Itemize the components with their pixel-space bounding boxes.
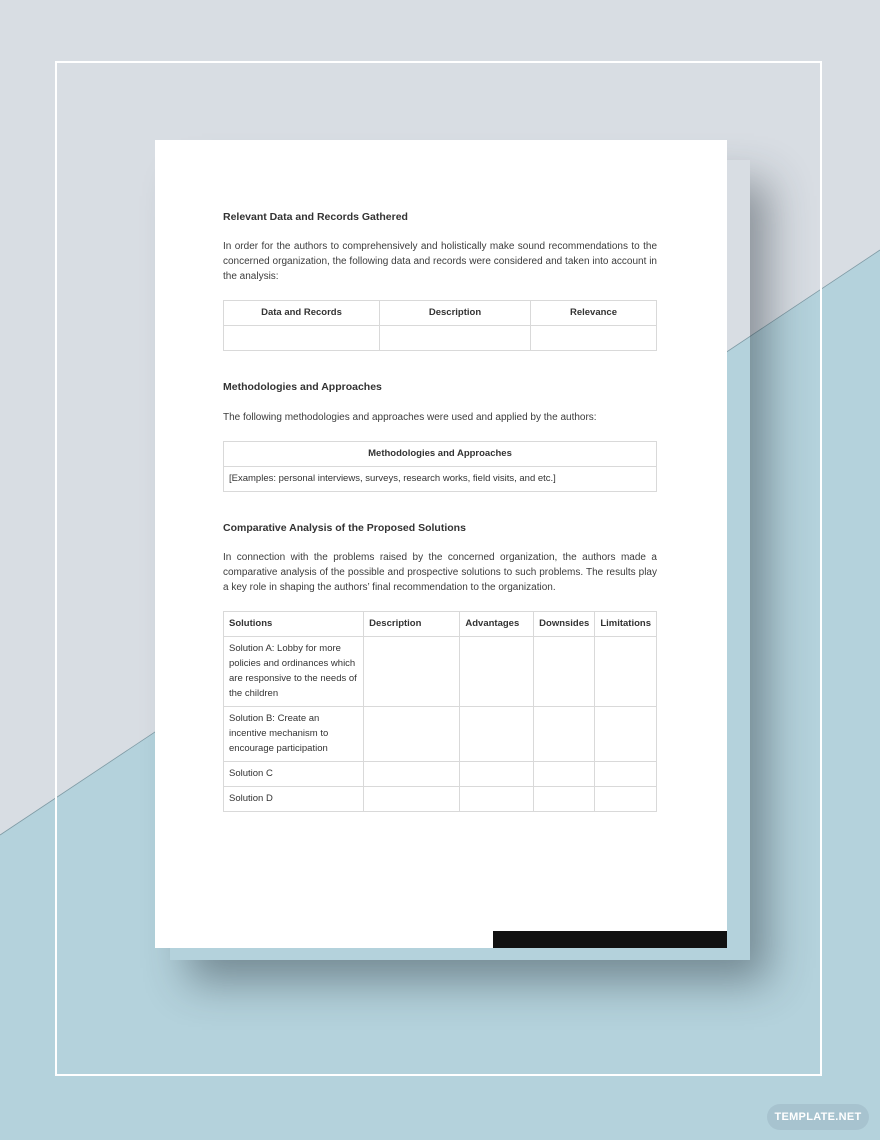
- table-cell: [595, 637, 657, 707]
- table-cell: Solution C: [224, 762, 364, 787]
- section-paragraph-data-records: In order for the authors to comprehensively and holistically make sound recommendations to the concerned organization, the following data and records were considered and taken into account in the analysis:: [223, 241, 657, 282]
- table-cell: [364, 787, 460, 812]
- table-row: [224, 707, 657, 762]
- table-cell: [534, 707, 595, 762]
- table-header-cell: Description: [364, 612, 460, 637]
- methodologies-table: [223, 441, 657, 492]
- table-cell: [364, 707, 460, 762]
- section-paragraph-methodologies: The following methodologies and approaches were used and applied by the authors:: [223, 412, 597, 423]
- table-cell: [531, 326, 657, 351]
- table-row: [224, 762, 657, 787]
- table-header-cell: Downsides: [534, 612, 595, 637]
- table-cell: [364, 762, 460, 787]
- table-cell: [224, 326, 380, 351]
- table-cell: [364, 637, 460, 707]
- table-header-cell: Data and Records: [224, 301, 380, 326]
- table-cell: [460, 787, 534, 812]
- document-footer-bar: [493, 931, 727, 948]
- table-cell: [Examples: personal interviews, surveys, research works, field visits, and etc.]: [224, 467, 657, 492]
- table-row: [224, 467, 657, 492]
- table-row: [224, 637, 657, 707]
- table-cell: [534, 762, 595, 787]
- section-paragraph-comparative: In connection with the problems raised by the concerned organization, the authors made a comparative analysis of the possible and prospective solutions to such problems. The results play a key role in shaping the authors’ final recommendation to the organization.: [223, 552, 657, 593]
- table-cell: [534, 787, 595, 812]
- table-cell: Solution A: Lobby for more policies and ordinances which are responsive to the needs of the children: [224, 637, 364, 707]
- table-header-cell: Advantages: [460, 612, 534, 637]
- table-cell: [460, 637, 534, 707]
- table-cell: [595, 707, 657, 762]
- table-header-cell: Limitations: [595, 612, 657, 637]
- table-header-cell: Description: [380, 301, 531, 326]
- table-row: [224, 787, 657, 812]
- section-heading-comparative: Comparative Analysis of the Proposed Solutions: [223, 522, 466, 534]
- table-cell: [534, 637, 595, 707]
- table-cell: [595, 762, 657, 787]
- table-cell: [380, 326, 531, 351]
- table-header-cell: Methodologies and Approaches: [224, 442, 657, 467]
- section-heading-methodologies: Methodologies and Approaches: [223, 381, 382, 393]
- table-cell: Solution D: [224, 787, 364, 812]
- document-page: [155, 140, 727, 948]
- comparative-table: [223, 611, 657, 812]
- table-cell: Solution B: Create an incentive mechanism to encourage participation: [224, 707, 364, 762]
- watermark-badge: TEMPLATE.NET: [767, 1104, 869, 1130]
- table-cell: [460, 762, 534, 787]
- table-header-cell: Relevance: [531, 301, 657, 326]
- table-cell: [460, 707, 534, 762]
- section-heading-data-records: Relevant Data and Records Gathered: [223, 211, 408, 223]
- table-row: [224, 326, 657, 351]
- table-header-cell: Solutions: [224, 612, 364, 637]
- data-records-table: [223, 300, 657, 351]
- table-cell: [595, 787, 657, 812]
